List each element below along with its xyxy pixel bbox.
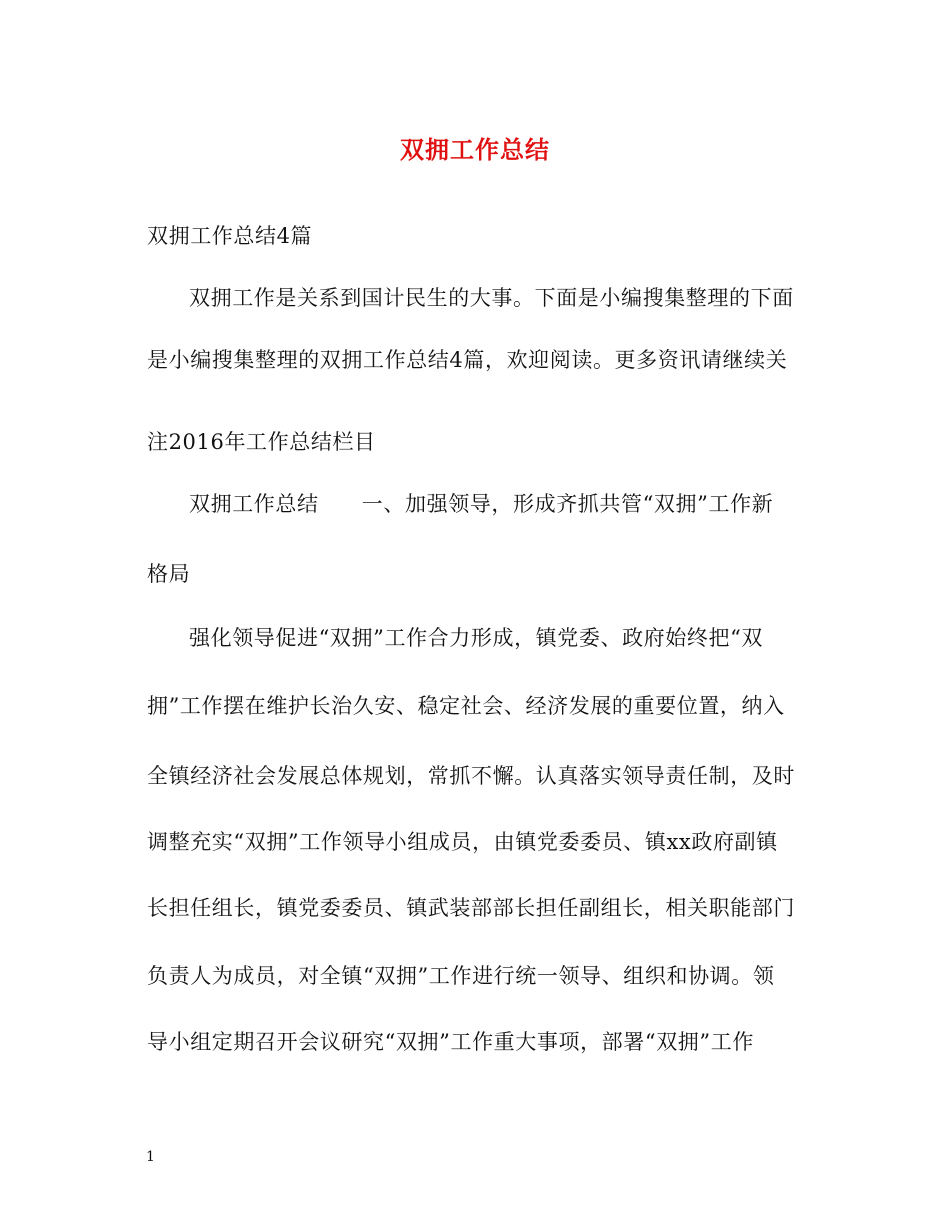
paragraph-line: 拥”工作摆在维护长治久安、稳定社会、经济发展的重要位置，纳入	[147, 694, 785, 718]
paragraph-line: 双拥工作是关系到国计民生的大事。下面是小编搜集整理的下面	[189, 286, 794, 310]
paragraph-line: 格局	[147, 562, 191, 586]
paragraph-line: 全镇经济社会发展总体规划，常抓不懈。认真落实领导责任制，及时	[147, 764, 795, 788]
paragraph-line: 双拥工作总结 一、加强领导，形成齐抓共管“双拥”工作新	[189, 492, 774, 516]
paragraph-line: 强化领导促进“双拥”工作合力形成，镇党委、政府始终把“双	[189, 626, 764, 650]
document-title: 双拥工作总结	[400, 135, 550, 164]
document-subtitle: 双拥工作总结4篇	[147, 224, 313, 248]
paragraph-line: 是小编搜集整理的双拥工作总结4篇，欢迎阅读。更多资讯请继续关	[147, 348, 788, 372]
paragraph-line: 负责人为成员，对全镇“双拥”工作进行统一领导、组织和协调。领	[147, 964, 775, 988]
paragraph-line: 调整充实“双拥”工作领导小组成员，由镇党委委员、镇xx政府副镇	[147, 830, 778, 854]
paragraph-line: 长担任组长，镇党委委员、镇武装部部长担任副组长，相关职能部门	[147, 896, 795, 920]
paragraph-line: 导小组定期召开会议研究“双拥”工作重大事项，部署“双拥”工作	[147, 1030, 754, 1054]
page-number: 1	[146, 1149, 155, 1165]
paragraph-line: 注2016年工作总结栏目	[147, 430, 376, 454]
